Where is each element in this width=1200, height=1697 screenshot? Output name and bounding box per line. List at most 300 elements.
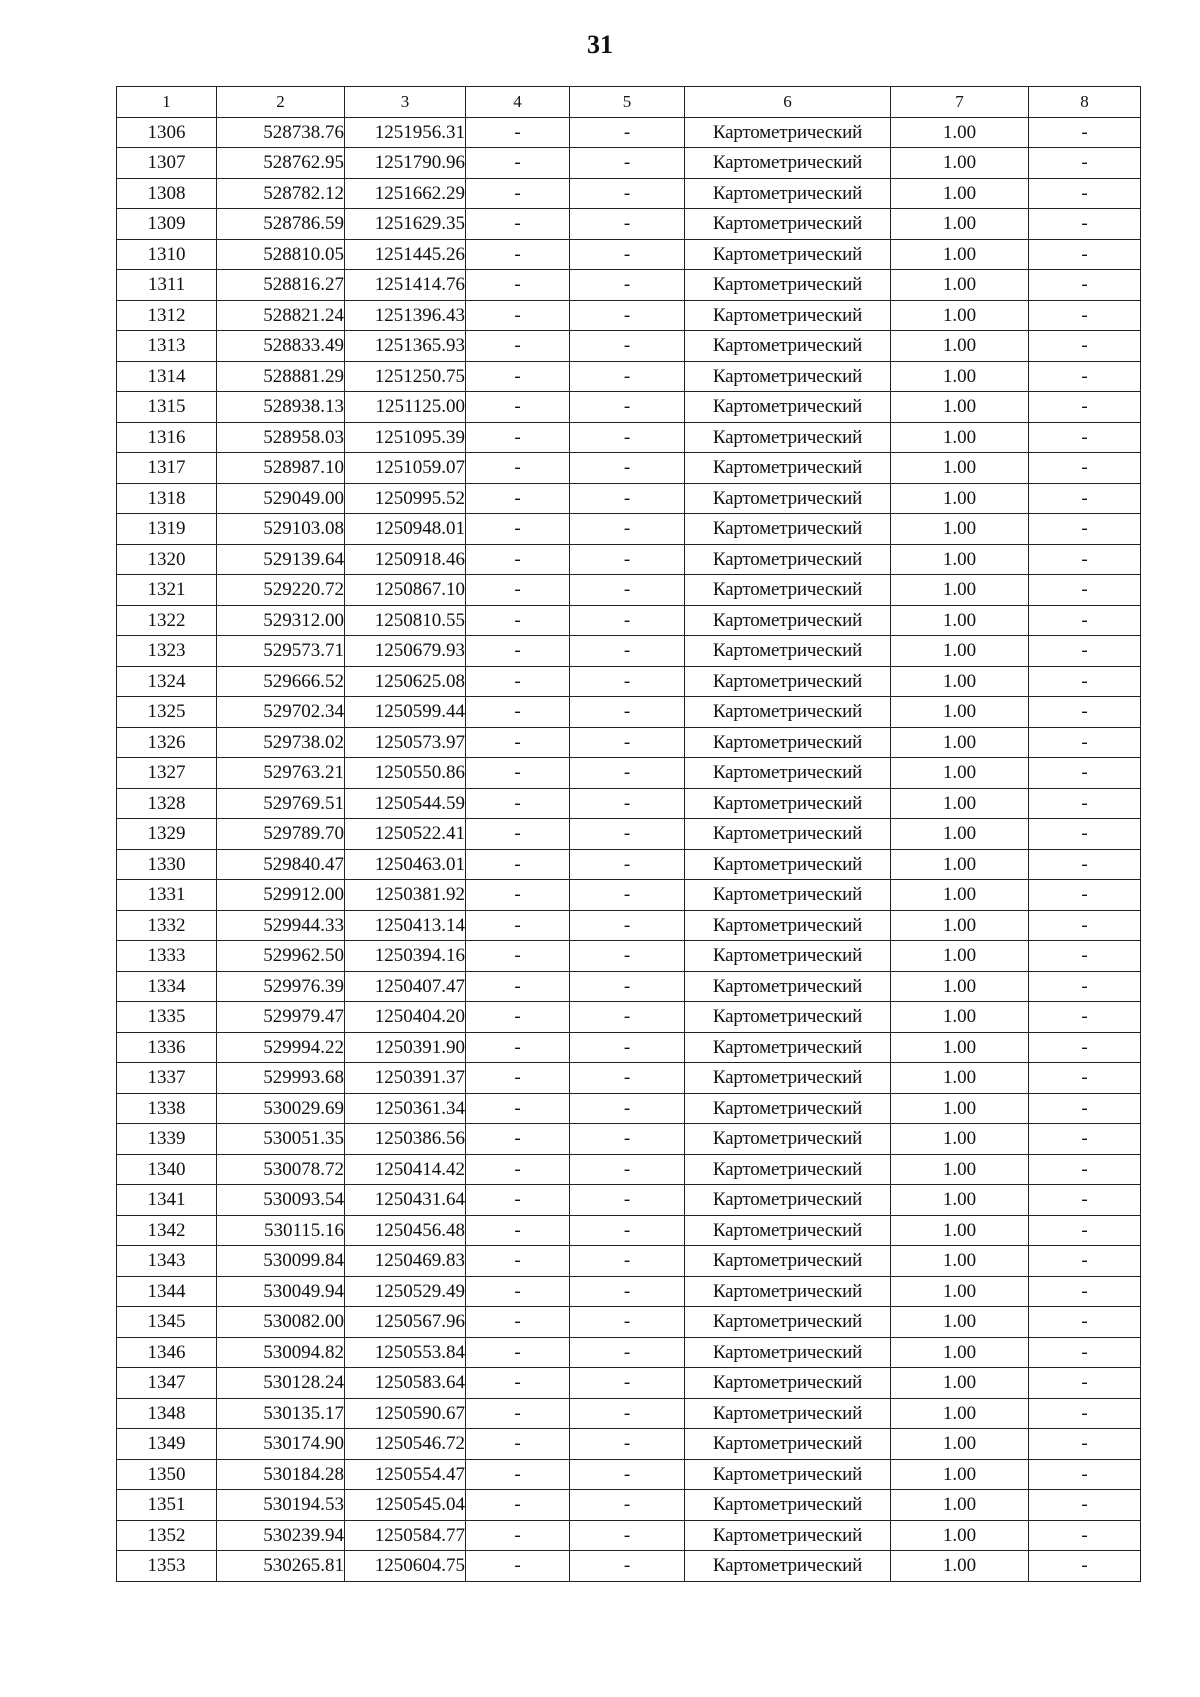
col5-cell: - — [570, 727, 685, 758]
method-cell: Картометрический — [685, 1490, 891, 1521]
col8-cell: - — [1029, 1459, 1141, 1490]
accuracy-cell: 1.00 — [891, 239, 1029, 270]
accuracy-cell: 1.00 — [891, 1337, 1029, 1368]
col5-cell: - — [570, 697, 685, 728]
col8-cell: - — [1029, 1002, 1141, 1033]
column-header: 4 — [466, 87, 570, 118]
x-coordinate-cell: 530093.54 — [217, 1185, 345, 1216]
point-number-cell: 1344 — [117, 1276, 217, 1307]
accuracy-cell: 1.00 — [891, 941, 1029, 972]
x-coordinate-cell: 528810.05 — [217, 239, 345, 270]
accuracy-cell: 1.00 — [891, 1154, 1029, 1185]
col5-cell: - — [570, 1429, 685, 1460]
accuracy-cell: 1.00 — [891, 1520, 1029, 1551]
point-number-cell: 1343 — [117, 1246, 217, 1277]
method-cell: Картометрический — [685, 239, 891, 270]
point-number-cell: 1312 — [117, 300, 217, 331]
point-number-cell: 1317 — [117, 453, 217, 484]
accuracy-cell: 1.00 — [891, 392, 1029, 423]
col8-cell: - — [1029, 300, 1141, 331]
method-cell: Картометрический — [685, 849, 891, 880]
x-coordinate-cell: 530094.82 — [217, 1337, 345, 1368]
point-number-cell: 1321 — [117, 575, 217, 606]
y-coordinate-cell: 1250867.10 — [345, 575, 466, 606]
col4-cell: - — [466, 483, 570, 514]
col4-cell: - — [466, 880, 570, 911]
accuracy-cell: 1.00 — [891, 1459, 1029, 1490]
page-number: 31 — [587, 30, 613, 59]
col8-cell: - — [1029, 788, 1141, 819]
table-row — [117, 1246, 1141, 1277]
accuracy-cell: 1.00 — [891, 178, 1029, 209]
col4-cell: - — [466, 727, 570, 758]
col8-cell: - — [1029, 1307, 1141, 1338]
accuracy-cell: 1.00 — [891, 636, 1029, 667]
col4-cell: - — [466, 422, 570, 453]
point-number-cell: 1352 — [117, 1520, 217, 1551]
y-coordinate-cell: 1250361.34 — [345, 1093, 466, 1124]
x-coordinate-cell: 529103.08 — [217, 514, 345, 545]
accuracy-cell: 1.00 — [891, 1215, 1029, 1246]
col8-cell: - — [1029, 178, 1141, 209]
col5-cell: - — [570, 544, 685, 575]
x-coordinate-cell: 529573.71 — [217, 636, 345, 667]
col5-cell: - — [570, 361, 685, 392]
method-cell: Картометрический — [685, 178, 891, 209]
col8-cell: - — [1029, 117, 1141, 148]
table-row — [117, 422, 1141, 453]
col5-cell: - — [570, 1154, 685, 1185]
y-coordinate-cell: 1250544.59 — [345, 788, 466, 819]
col4-cell: - — [466, 1307, 570, 1338]
point-number-cell: 1342 — [117, 1215, 217, 1246]
table-row — [117, 392, 1141, 423]
column-header: 5 — [570, 87, 685, 118]
col8-cell: - — [1029, 1154, 1141, 1185]
y-coordinate-cell: 1250599.44 — [345, 697, 466, 728]
col8-cell: - — [1029, 392, 1141, 423]
y-coordinate-cell: 1251250.75 — [345, 361, 466, 392]
x-coordinate-cell: 528762.95 — [217, 148, 345, 179]
col4-cell: - — [466, 1185, 570, 1216]
x-coordinate-cell: 529976.39 — [217, 971, 345, 1002]
x-coordinate-cell: 529994.22 — [217, 1032, 345, 1063]
col5-cell: - — [570, 1490, 685, 1521]
col8-cell: - — [1029, 1215, 1141, 1246]
y-coordinate-cell: 1250546.72 — [345, 1429, 466, 1460]
table-row — [117, 178, 1141, 209]
point-number-cell: 1318 — [117, 483, 217, 514]
col4-cell: - — [466, 788, 570, 819]
column-header: 8 — [1029, 87, 1141, 118]
col8-cell: - — [1029, 971, 1141, 1002]
table-row — [117, 1154, 1141, 1185]
accuracy-cell: 1.00 — [891, 666, 1029, 697]
col5-cell: - — [570, 1002, 685, 1033]
method-cell: Картометрический — [685, 270, 891, 301]
column-header: 1 — [117, 87, 217, 118]
col5-cell: - — [570, 209, 685, 240]
col5-cell: - — [570, 148, 685, 179]
point-number-cell: 1334 — [117, 971, 217, 1002]
method-cell: Картометрический — [685, 117, 891, 148]
point-number-cell: 1345 — [117, 1307, 217, 1338]
point-number-cell: 1307 — [117, 148, 217, 179]
col4-cell: - — [466, 178, 570, 209]
accuracy-cell: 1.00 — [891, 1032, 1029, 1063]
x-coordinate-cell: 530082.00 — [217, 1307, 345, 1338]
col5-cell: - — [570, 1520, 685, 1551]
col4-cell: - — [466, 392, 570, 423]
method-cell: Картометрический — [685, 1520, 891, 1551]
coordinates-table — [116, 86, 1141, 1582]
x-coordinate-cell: 529738.02 — [217, 727, 345, 758]
col8-cell: - — [1029, 1368, 1141, 1399]
col4-cell: - — [466, 636, 570, 667]
point-number-cell: 1346 — [117, 1337, 217, 1368]
col8-cell: - — [1029, 422, 1141, 453]
table-row — [117, 666, 1141, 697]
x-coordinate-cell: 528938.13 — [217, 392, 345, 423]
col5-cell: - — [570, 239, 685, 270]
y-coordinate-cell: 1251629.35 — [345, 209, 466, 240]
x-coordinate-cell: 529944.33 — [217, 910, 345, 941]
col5-cell: - — [570, 331, 685, 362]
y-coordinate-cell: 1251396.43 — [345, 300, 466, 331]
table-row — [117, 849, 1141, 880]
column-header: 2 — [217, 87, 345, 118]
y-coordinate-cell: 1250554.47 — [345, 1459, 466, 1490]
point-number-cell: 1311 — [117, 270, 217, 301]
x-coordinate-cell: 528816.27 — [217, 270, 345, 301]
table-row — [117, 1124, 1141, 1155]
accuracy-cell: 1.00 — [891, 849, 1029, 880]
x-coordinate-cell: 529789.70 — [217, 819, 345, 850]
col5-cell: - — [570, 910, 685, 941]
table-row — [117, 148, 1141, 179]
col5-cell: - — [570, 1551, 685, 1582]
method-cell: Картометрический — [685, 910, 891, 941]
accuracy-cell: 1.00 — [891, 331, 1029, 362]
point-number-cell: 1306 — [117, 117, 217, 148]
point-number-cell: 1319 — [117, 514, 217, 545]
col5-cell: - — [570, 941, 685, 972]
x-coordinate-cell: 529139.64 — [217, 544, 345, 575]
x-coordinate-cell: 529702.34 — [217, 697, 345, 728]
col4-cell: - — [466, 1246, 570, 1277]
y-coordinate-cell: 1250948.01 — [345, 514, 466, 545]
y-coordinate-cell: 1250469.83 — [345, 1246, 466, 1277]
col4-cell: - — [466, 910, 570, 941]
col5-cell: - — [570, 1337, 685, 1368]
point-number-cell: 1320 — [117, 544, 217, 575]
col8-cell: - — [1029, 727, 1141, 758]
y-coordinate-cell: 1250679.93 — [345, 636, 466, 667]
col5-cell: - — [570, 1307, 685, 1338]
point-number-cell: 1322 — [117, 605, 217, 636]
col4-cell: - — [466, 544, 570, 575]
col5-cell: - — [570, 758, 685, 789]
x-coordinate-cell: 528881.29 — [217, 361, 345, 392]
method-cell: Картометрический — [685, 941, 891, 972]
point-number-cell: 1338 — [117, 1093, 217, 1124]
col5-cell: - — [570, 1276, 685, 1307]
table-row — [117, 1459, 1141, 1490]
col5-cell: - — [570, 392, 685, 423]
point-number-cell: 1324 — [117, 666, 217, 697]
col8-cell: - — [1029, 1337, 1141, 1368]
col4-cell: - — [466, 1215, 570, 1246]
col4-cell: - — [466, 1459, 570, 1490]
accuracy-cell: 1.00 — [891, 1002, 1029, 1033]
col8-cell: - — [1029, 758, 1141, 789]
accuracy-cell: 1.00 — [891, 1398, 1029, 1429]
point-number-cell: 1335 — [117, 1002, 217, 1033]
col8-cell: - — [1029, 941, 1141, 972]
col4-cell: - — [466, 1063, 570, 1094]
col5-cell: - — [570, 178, 685, 209]
x-coordinate-cell: 530135.17 — [217, 1398, 345, 1429]
table-row — [117, 1398, 1141, 1429]
col8-cell: - — [1029, 849, 1141, 880]
y-coordinate-cell: 1250391.90 — [345, 1032, 466, 1063]
y-coordinate-cell: 1250545.04 — [345, 1490, 466, 1521]
x-coordinate-cell: 530051.35 — [217, 1124, 345, 1155]
col5-cell: - — [570, 849, 685, 880]
col4-cell: - — [466, 605, 570, 636]
x-coordinate-cell: 529049.00 — [217, 483, 345, 514]
table-row — [117, 727, 1141, 758]
accuracy-cell: 1.00 — [891, 971, 1029, 1002]
y-coordinate-cell: 1250625.08 — [345, 666, 466, 697]
point-number-cell: 1323 — [117, 636, 217, 667]
col4-cell: - — [466, 697, 570, 728]
x-coordinate-cell: 528987.10 — [217, 453, 345, 484]
col4-cell: - — [466, 1398, 570, 1429]
col5-cell: - — [570, 422, 685, 453]
col8-cell: - — [1029, 148, 1141, 179]
table-row — [117, 1429, 1141, 1460]
method-cell: Картометрический — [685, 1459, 891, 1490]
y-coordinate-cell: 1250386.56 — [345, 1124, 466, 1155]
col8-cell: - — [1029, 605, 1141, 636]
x-coordinate-cell: 530029.69 — [217, 1093, 345, 1124]
point-number-cell: 1308 — [117, 178, 217, 209]
method-cell: Картометрический — [685, 1002, 891, 1033]
y-coordinate-cell: 1250391.37 — [345, 1063, 466, 1094]
col4-cell: - — [466, 1490, 570, 1521]
col8-cell: - — [1029, 1093, 1141, 1124]
col8-cell: - — [1029, 209, 1141, 240]
col5-cell: - — [570, 514, 685, 545]
col8-cell: - — [1029, 819, 1141, 850]
point-number-cell: 1347 — [117, 1368, 217, 1399]
x-coordinate-cell: 530099.84 — [217, 1246, 345, 1277]
accuracy-cell: 1.00 — [891, 1246, 1029, 1277]
y-coordinate-cell: 1250404.20 — [345, 1002, 466, 1033]
method-cell: Картометрический — [685, 1429, 891, 1460]
col5-cell: - — [570, 1368, 685, 1399]
table-row — [117, 788, 1141, 819]
method-cell: Картометрический — [685, 1276, 891, 1307]
point-number-cell: 1326 — [117, 727, 217, 758]
table-row — [117, 758, 1141, 789]
table-row — [117, 483, 1141, 514]
col8-cell: - — [1029, 1398, 1141, 1429]
column-header: 7 — [891, 87, 1029, 118]
x-coordinate-cell: 530194.53 — [217, 1490, 345, 1521]
method-cell: Картометрический — [685, 819, 891, 850]
col5-cell: - — [570, 666, 685, 697]
method-cell: Картометрический — [685, 1215, 891, 1246]
method-cell: Картометрический — [685, 1063, 891, 1094]
accuracy-cell: 1.00 — [891, 270, 1029, 301]
col4-cell: - — [466, 1429, 570, 1460]
accuracy-cell: 1.00 — [891, 1063, 1029, 1094]
x-coordinate-cell: 529312.00 — [217, 605, 345, 636]
table-row — [117, 1551, 1141, 1582]
point-number-cell: 1309 — [117, 209, 217, 240]
point-number-cell: 1337 — [117, 1063, 217, 1094]
col5-cell: - — [570, 1032, 685, 1063]
table-row — [117, 117, 1141, 148]
y-coordinate-cell: 1250604.75 — [345, 1551, 466, 1582]
y-coordinate-cell: 1250590.67 — [345, 1398, 466, 1429]
y-coordinate-cell: 1251445.26 — [345, 239, 466, 270]
table-row — [117, 331, 1141, 362]
method-cell: Картометрический — [685, 1185, 891, 1216]
x-coordinate-cell: 528958.03 — [217, 422, 345, 453]
col5-cell: - — [570, 819, 685, 850]
col4-cell: - — [466, 758, 570, 789]
col8-cell: - — [1029, 270, 1141, 301]
column-header: 6 — [685, 87, 891, 118]
accuracy-cell: 1.00 — [891, 697, 1029, 728]
accuracy-cell: 1.00 — [891, 575, 1029, 606]
method-cell: Картометрический — [685, 1307, 891, 1338]
method-cell: Картометрический — [685, 514, 891, 545]
y-coordinate-cell: 1250414.42 — [345, 1154, 466, 1185]
x-coordinate-cell: 529840.47 — [217, 849, 345, 880]
col4-cell: - — [466, 1124, 570, 1155]
accuracy-cell: 1.00 — [891, 1490, 1029, 1521]
col8-cell: - — [1029, 1551, 1141, 1582]
y-coordinate-cell: 1251125.00 — [345, 392, 466, 423]
table-row — [117, 636, 1141, 667]
col4-cell: - — [466, 1368, 570, 1399]
y-coordinate-cell: 1251059.07 — [345, 453, 466, 484]
table-row — [117, 1215, 1141, 1246]
col5-cell: - — [570, 788, 685, 819]
col5-cell: - — [570, 270, 685, 301]
method-cell: Картометрический — [685, 697, 891, 728]
col8-cell: - — [1029, 483, 1141, 514]
col4-cell: - — [466, 300, 570, 331]
col4-cell: - — [466, 1337, 570, 1368]
accuracy-cell: 1.00 — [891, 605, 1029, 636]
col8-cell: - — [1029, 575, 1141, 606]
col8-cell: - — [1029, 239, 1141, 270]
point-number-cell: 1327 — [117, 758, 217, 789]
point-number-cell: 1310 — [117, 239, 217, 270]
y-coordinate-cell: 1250553.84 — [345, 1337, 466, 1368]
x-coordinate-cell: 528833.49 — [217, 331, 345, 362]
table-row — [117, 1276, 1141, 1307]
method-cell: Картометрический — [685, 1093, 891, 1124]
table-row — [117, 605, 1141, 636]
method-cell: Картометрический — [685, 636, 891, 667]
accuracy-cell: 1.00 — [891, 1429, 1029, 1460]
col4-cell: - — [466, 1276, 570, 1307]
table-row — [117, 514, 1141, 545]
y-coordinate-cell: 1250381.92 — [345, 880, 466, 911]
col4-cell: - — [466, 1154, 570, 1185]
y-coordinate-cell: 1250456.48 — [345, 1215, 466, 1246]
table-row — [117, 1185, 1141, 1216]
y-coordinate-cell: 1250413.14 — [345, 910, 466, 941]
point-number-cell: 1330 — [117, 849, 217, 880]
method-cell: Картометрический — [685, 1368, 891, 1399]
col8-cell: - — [1029, 880, 1141, 911]
point-number-cell: 1336 — [117, 1032, 217, 1063]
table-row — [117, 1093, 1141, 1124]
col4-cell: - — [466, 239, 570, 270]
table-row — [117, 910, 1141, 941]
method-cell: Картометрический — [685, 331, 891, 362]
col5-cell: - — [570, 971, 685, 1002]
table-row — [117, 300, 1141, 331]
method-cell: Картометрический — [685, 880, 891, 911]
col5-cell: - — [570, 1246, 685, 1277]
point-number-cell: 1328 — [117, 788, 217, 819]
y-coordinate-cell: 1250810.55 — [345, 605, 466, 636]
table-header-row — [117, 87, 1141, 118]
x-coordinate-cell: 529763.21 — [217, 758, 345, 789]
col4-cell: - — [466, 666, 570, 697]
table-row — [117, 1002, 1141, 1033]
method-cell: Картометрический — [685, 148, 891, 179]
col8-cell: - — [1029, 1063, 1141, 1094]
col4-cell: - — [466, 971, 570, 1002]
col4-cell: - — [466, 453, 570, 484]
accuracy-cell: 1.00 — [891, 758, 1029, 789]
table-row — [117, 880, 1141, 911]
point-number-cell: 1340 — [117, 1154, 217, 1185]
col5-cell: - — [570, 483, 685, 514]
col5-cell: - — [570, 117, 685, 148]
table-row — [117, 544, 1141, 575]
col4-cell: - — [466, 514, 570, 545]
point-number-cell: 1348 — [117, 1398, 217, 1429]
col5-cell: - — [570, 453, 685, 484]
table-row — [117, 1307, 1141, 1338]
table-row — [117, 697, 1141, 728]
method-cell: Картометрический — [685, 788, 891, 819]
col8-cell: - — [1029, 1032, 1141, 1063]
point-number-cell: 1313 — [117, 331, 217, 362]
accuracy-cell: 1.00 — [891, 819, 1029, 850]
col8-cell: - — [1029, 910, 1141, 941]
x-coordinate-cell: 529769.51 — [217, 788, 345, 819]
y-coordinate-cell: 1251662.29 — [345, 178, 466, 209]
x-coordinate-cell: 530115.16 — [217, 1215, 345, 1246]
col4-cell: - — [466, 1093, 570, 1124]
col8-cell: - — [1029, 1520, 1141, 1551]
table-row — [117, 971, 1141, 1002]
x-coordinate-cell: 530174.90 — [217, 1429, 345, 1460]
accuracy-cell: 1.00 — [891, 422, 1029, 453]
method-cell: Картометрический — [685, 758, 891, 789]
